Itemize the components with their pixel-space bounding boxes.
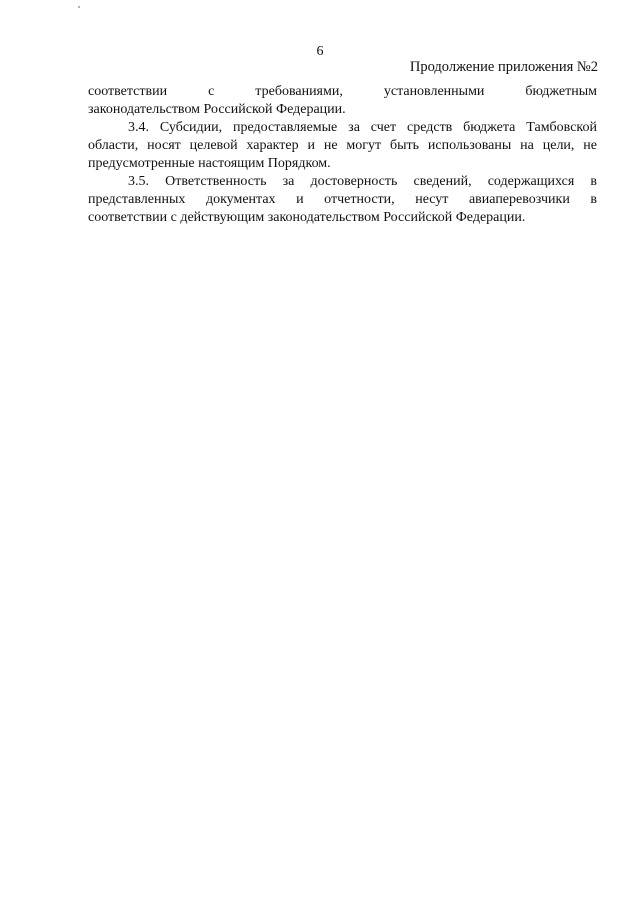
clause-3-4-line-2: области, носят целевой характер и не могут быть использованы на цели, не	[88, 138, 597, 153]
scan-artifact-dot	[78, 6, 80, 8]
body-line-2: законодательством Российской Федерации.	[88, 102, 346, 117]
document-body	[88, 83, 597, 227]
clause-3-4-line-1: 3.4. Субсидии, предоставляемые за счет средств бюджета Тамбовской	[128, 120, 597, 135]
body-line-1: соответствии с требованиями, установленными бюджетным	[88, 84, 597, 99]
clause-3-5-line-2: представленных документах и отчетности, несут авиаперевозчики в	[88, 192, 597, 207]
appendix-continuation-note: Продолжение приложения №2	[409, 59, 598, 75]
clause-3-4-line-3: предусмотренные настоящим Порядком.	[88, 156, 331, 171]
clause-3-5-line-3: соответствии с действующим законодательством Российской Федерации.	[88, 210, 526, 225]
clause-3-5-line-1: 3.5. Ответственность за достоверность сведений, содержащихся в	[128, 174, 597, 189]
page-number: 6	[316, 44, 324, 59]
